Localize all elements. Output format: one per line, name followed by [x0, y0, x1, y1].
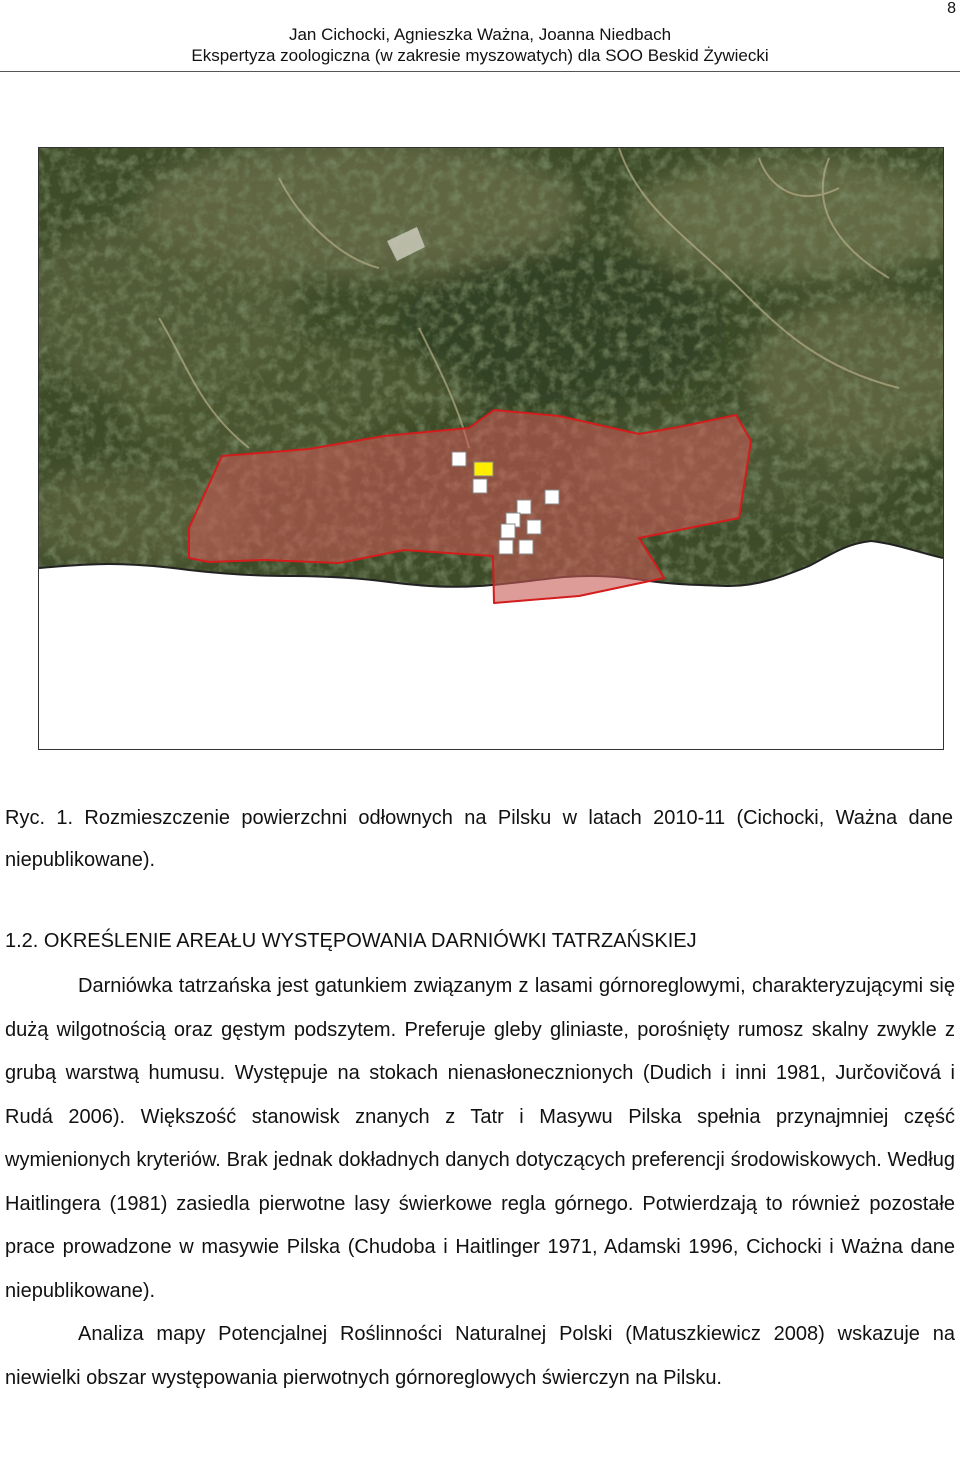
body-paragraph: Analiza mapy Potencjalnej Roślinności Naturalnej Polski (Matuszkiewicz 2008) wskazuje na niewielki obszar występowania pierwotnych górnoreglowych świerczyn na Pilsku. [5, 1323, 955, 1389]
body-paragraph: Darniówka tatrzańska jest gatunkiem związanym z lasami górnoreglowymi, charakteryzującymi się dużą wilgotnością oraz gęstym podszytem. Preferuje gleby gliniaste, porośnięty rumosz skalny zwykle z grubą warstwą humusu. Występuje na stokach nienasłonecznionych (Dudich i inni 1981, Jurčovičová i Rudá 2006). Większość stanowisk znanych z Tatr i Masywu Pilska spełnia przynajmniej część wymienionych kryteriów. Brak jednak dokładnych danych dotyczących preferencji środowiskowych. Według Haitlingera (1981) zasiedla pierwotne lasy świerkowe regla górnego. Potwierdzają to również pozostałe prace prowadzone w masywie Pilska (Chudoba i Haitlinger 1971, Adamski 1996, Cichocki i Ważna dane niepublikowane). [5, 975, 955, 1302]
sample-site-marker [545, 490, 559, 504]
aerial-map [39, 148, 943, 749]
header-title: Ekspertyza zoologiczna (w zakresie myszowatych) dla SOO Beskid Żywiecki [191, 46, 769, 65]
sample-site-marker [452, 452, 466, 466]
figure-caption: Ryc. 1. Rozmieszczenie powierzchni odłownych na Pilsku w latach 2010-11 (Cichocki, Ważna dane niepublikowane). [5, 807, 953, 871]
sample-site-marker-highlighted [474, 462, 493, 476]
sample-site-marker [499, 540, 513, 554]
page-number: 8 [947, 0, 956, 17]
running-header [0, 24, 960, 66]
header-authors: Jan Cichocki, Agnieszka Ważna, Joanna Niedbach [288, 25, 672, 44]
sample-site-marker [501, 524, 515, 538]
section-heading: 1.2. OKREŚLENIE AREAŁU WYSTĘPOWANIA DARNIÓWKI TATRZAŃSKIEJ [5, 930, 697, 952]
sample-site-marker [519, 540, 533, 554]
section-body [5, 965, 955, 1400]
sample-site-marker [517, 500, 531, 514]
sample-site-marker [473, 479, 487, 493]
sample-site-marker [527, 520, 541, 534]
header-divider [0, 71, 960, 72]
aerial-map-figure [38, 147, 944, 750]
